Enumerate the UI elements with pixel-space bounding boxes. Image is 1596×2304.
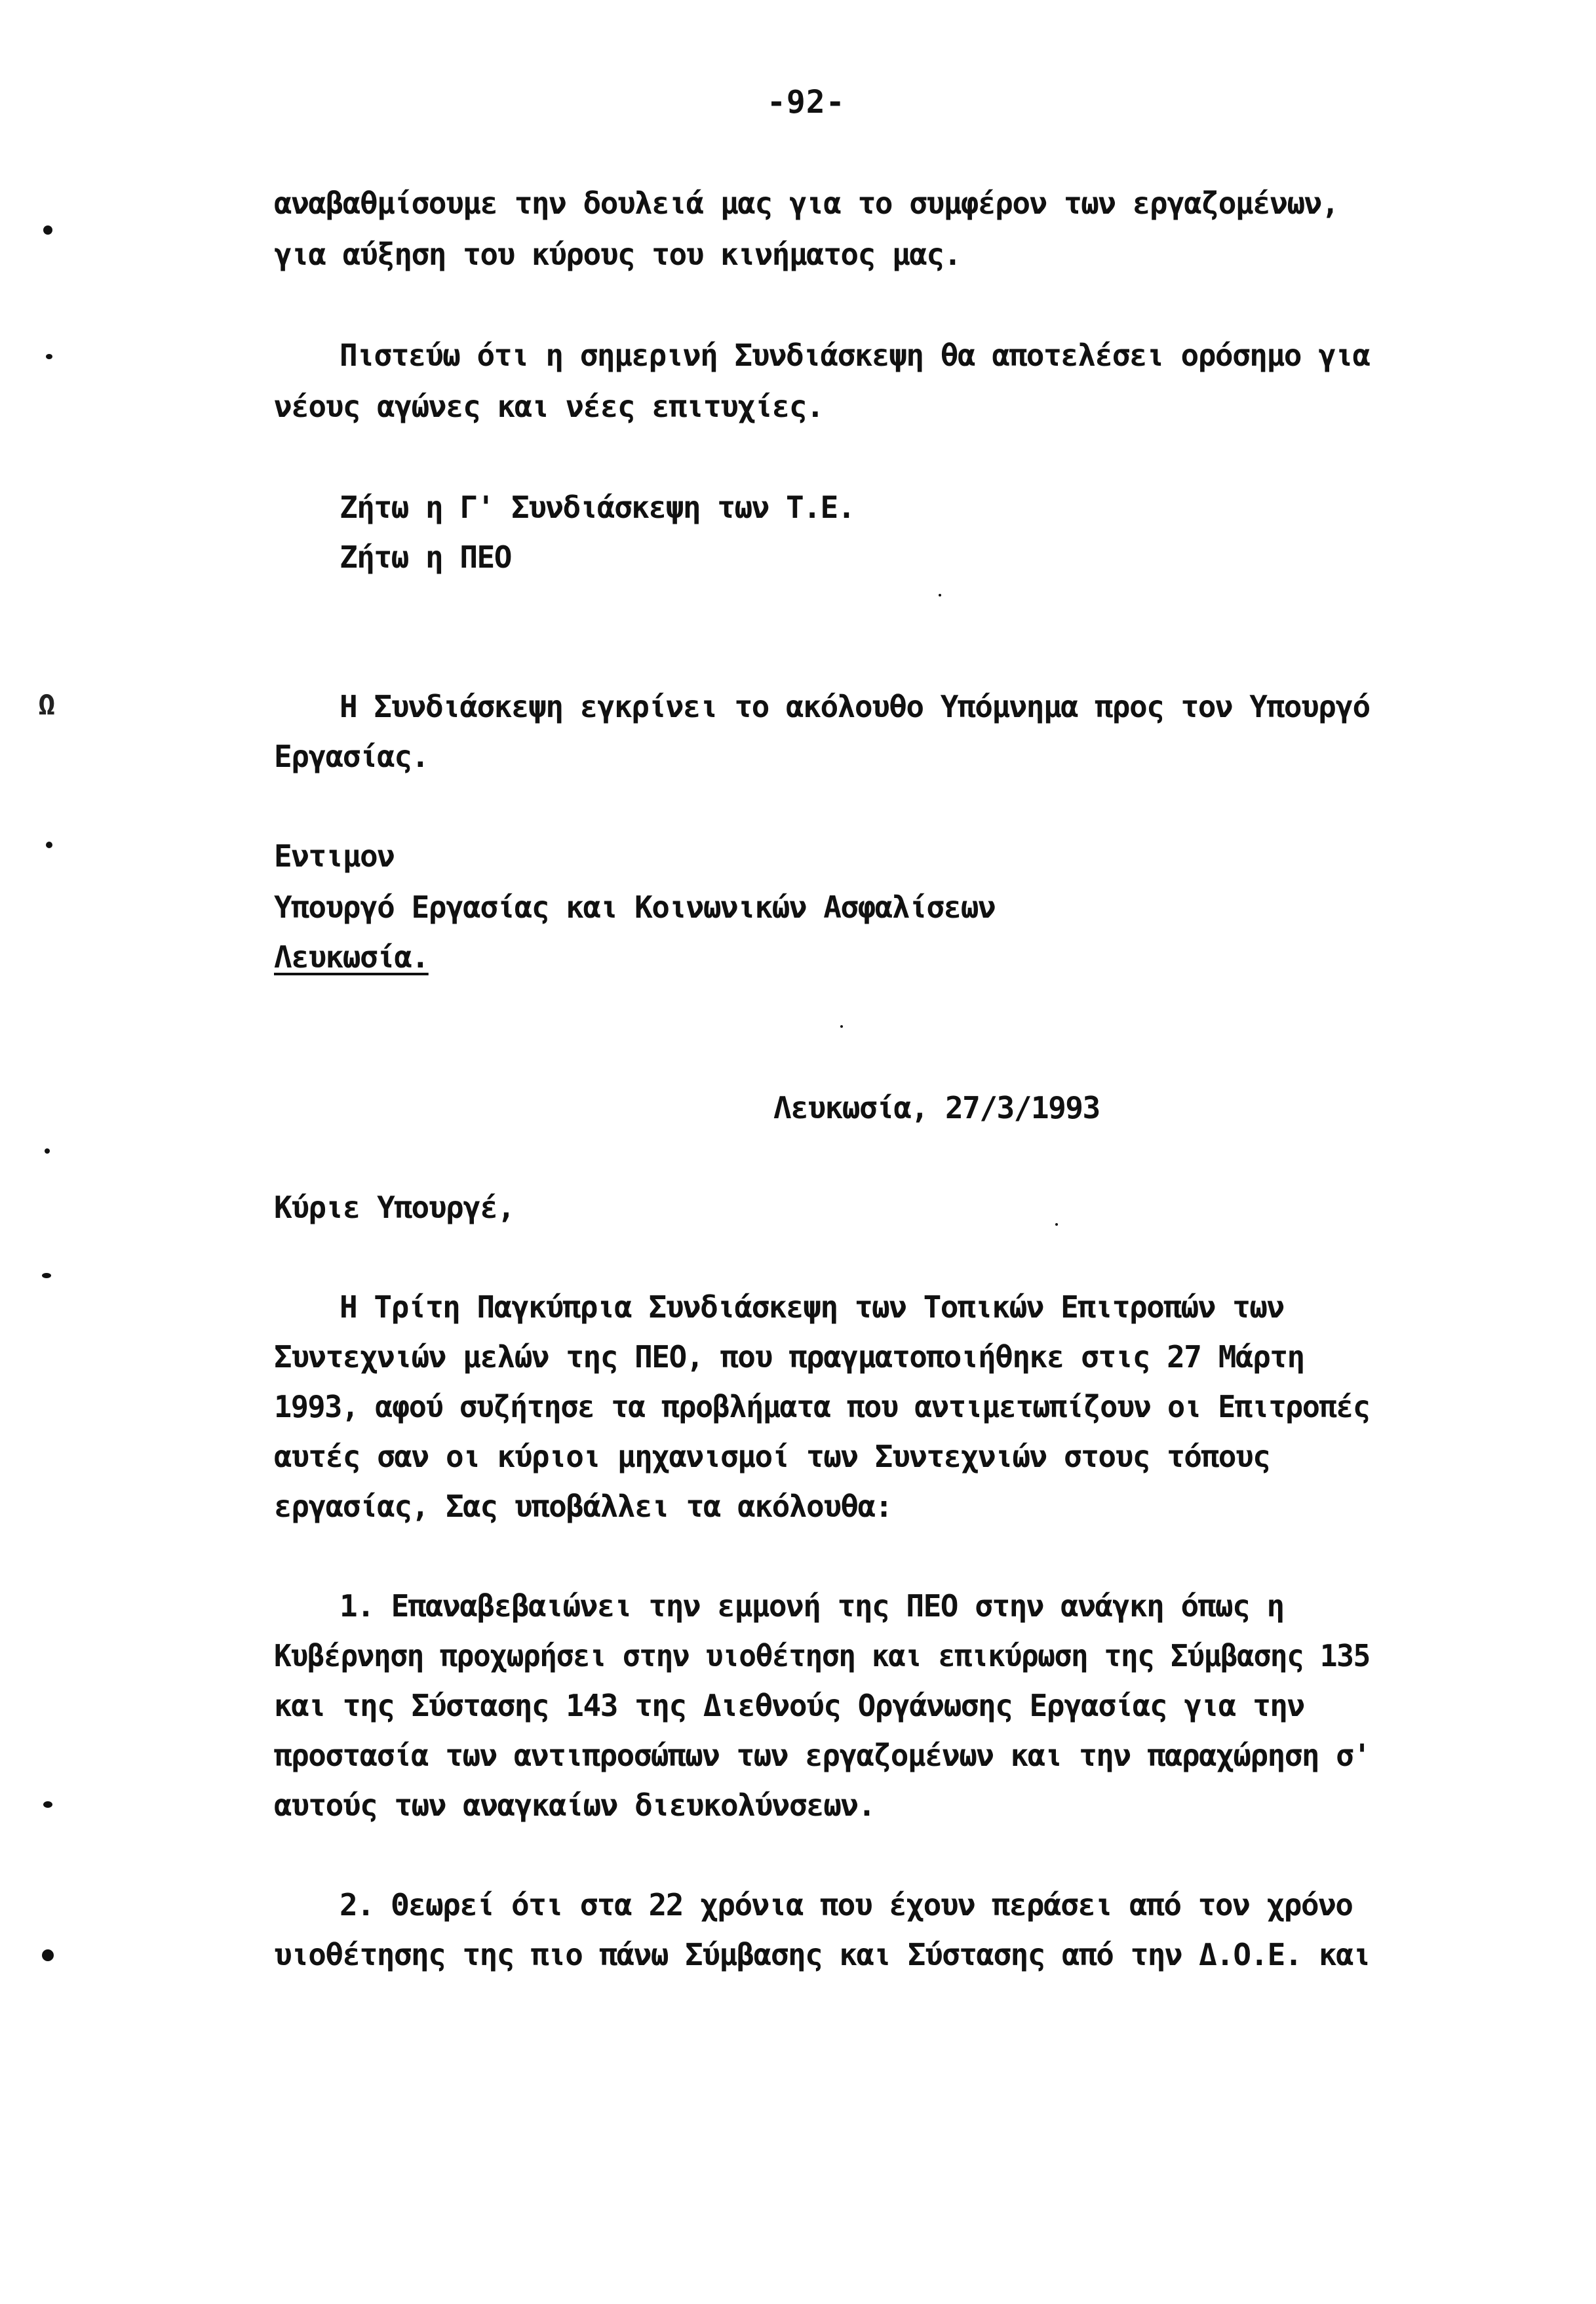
address-line-1: Εντιμον	[274, 838, 395, 874]
item-1-line-1: 1. Επαναβεβαιώνει την εμμονή της ΠΕΟ στην ανάγκη όπως η	[340, 1588, 1284, 1624]
margin-dot	[42, 1949, 54, 1961]
address-line-2: Υπουργό Εργασίας και Κοινωνικών Ασφαλίσεων	[274, 889, 996, 925]
paragraph-4-line-3: 1993, αφού συζήτησε τα προβλήματα που αντιμετωπίζουν οι Επιτροπές	[274, 1389, 1370, 1424]
paragraph-4-line-4: αυτές σαν οι κύριοι μηχανισμοί των Συντεχνιών στους τόπους	[274, 1439, 1270, 1474]
salutation: Κύριε Υπουργέ,	[274, 1190, 515, 1225]
speck	[939, 594, 941, 596]
margin-dot	[43, 225, 52, 235]
margin-dot	[45, 1148, 50, 1154]
margin-dot	[46, 354, 52, 359]
item-1-line-5: αυτούς των αναγκαίων διευκολύνσεων.	[274, 1787, 875, 1823]
paragraph-1-line-2: για αύξηση του κύρους του κινήματος μας.	[274, 237, 961, 272]
slogan-2: Ζήτω η ΠΕΟ	[340, 539, 511, 575]
margin-dot	[43, 1801, 52, 1808]
item-1-line-3: και της Σύστασης 143 της Διεθνούς Οργάνωσης Εργασίας για την	[274, 1688, 1304, 1723]
item-1-line-2: Κυβέρνηση προχωρήσει στην υιοθέτηση και επικύρωση της Σύμβασης 135	[274, 1638, 1370, 1673]
slogan-1: Ζήτω η Γ' Συνδιάσκεψη των Τ.Ε.	[340, 490, 855, 525]
paragraph-1-line-1: αναβαθμίσουμε την δουλειά μας για το συμφέρον των εργαζομένων,	[274, 185, 1339, 221]
paragraph-4-line-2: Συντεχνιών μελών της ΠΕΟ, που πραγματοποιήθηκε στις 27 Μάρτη	[274, 1339, 1304, 1375]
paragraph-4-line-5: εργασίας, Σας υποβάλλει τα ακόλουθα:	[274, 1489, 892, 1524]
paragraph-2-line-2: νέους αγώνες και νέες επιτυχίες.	[274, 389, 824, 424]
item-2-line-2: υιοθέτησης της πιο πάνω Σύμβασης και Σύστασης από την Δ.Ο.Ε. και	[274, 1937, 1371, 1972]
item-1-line-4: προστασία των αντιπροσώπων των εργαζομένων και την παραχώρηση σ'	[274, 1738, 1371, 1773]
paragraph-3-line-1: Η Συνδιάσκεψη εγκρίνει το ακόλουθο Υπόμνημα προς τον Υπουργό	[340, 689, 1370, 724]
paragraph-2-line-1: Πιστεύω ότι η σημερινή Συνδιάσκεψη θα αποτελέσει ορόσημο για	[340, 338, 1370, 373]
speck	[1055, 1223, 1058, 1226]
item-2-line-1: 2. Θεωρεί ότι στα 22 χρόνια που έχουν περάσει από τον χρόνο	[340, 1887, 1353, 1923]
margin-glyph: Ω	[38, 688, 56, 722]
paragraph-3-line-2: Εργασίας.	[274, 739, 429, 774]
speck	[840, 1025, 843, 1028]
address-line-3: Λευκωσία.	[274, 939, 429, 975]
date-line: Λευκωσία, 27/3/1993	[773, 1090, 1100, 1125]
margin-dot	[46, 842, 52, 848]
page-number: -92-	[767, 84, 846, 121]
margin-dot	[42, 1273, 51, 1278]
paragraph-4-line-1: Η Τρίτη Παγκύπρια Συνδιάσκεψη των Τοπικών Επιτροπών των	[340, 1289, 1284, 1325]
